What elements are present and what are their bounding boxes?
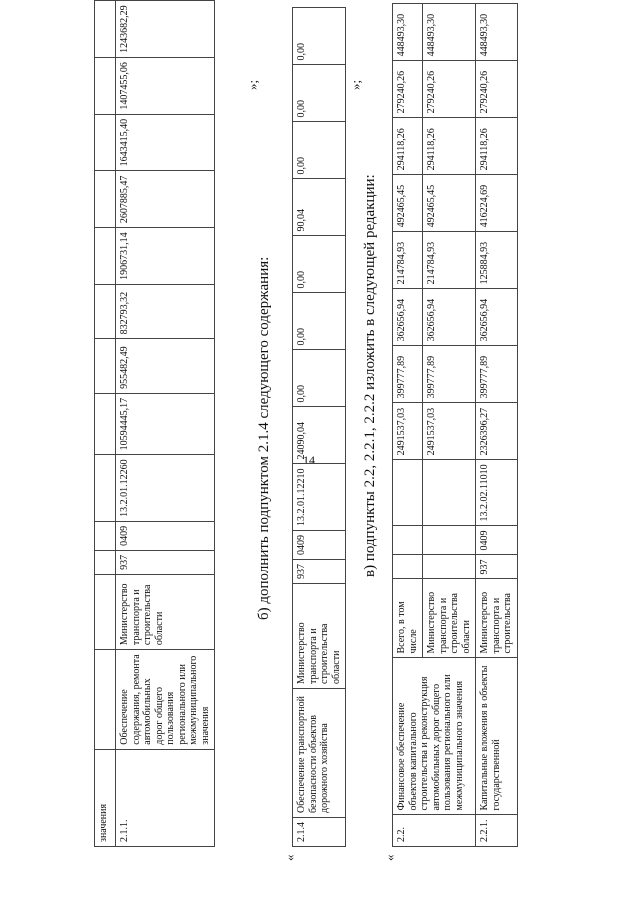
row-number: 2.1.4 [293, 818, 346, 847]
value-cell: 279240,26 [476, 61, 518, 118]
value-cell: 24090,04 [293, 407, 346, 464]
closing-quote: »; [348, 79, 363, 90]
executor: Министерство транспорта и строительства области [293, 584, 346, 689]
value-cell: 399777,89 [393, 346, 423, 403]
row-number: 2.1.1. [116, 749, 215, 846]
rzpr-code: 0409 [293, 531, 346, 560]
grbs-code: 937 [116, 550, 215, 574]
value-cell: 1407455,06 [116, 57, 215, 114]
grbs-code: 937 [476, 555, 518, 579]
value-cell: 0,00 [293, 122, 346, 179]
csr-code [423, 460, 476, 526]
value-cell: 362656,94 [476, 289, 518, 346]
value-cell: 0,00 [293, 350, 346, 407]
value-cell: 214784,93 [423, 232, 476, 289]
executor: Министерство транспорта и строительства области [116, 574, 215, 649]
rzpr-code: 0409 [116, 521, 215, 550]
value-cell: 832793,32 [116, 284, 215, 339]
value-cell: 294118,26 [393, 118, 423, 175]
value-cell: 2491537,03 [423, 403, 476, 460]
value-cell: 2491537,03 [393, 403, 423, 460]
rzpr-code [423, 526, 476, 555]
value-cell: 279240,26 [423, 61, 476, 118]
value-cell: 0,00 [293, 236, 346, 293]
rzpr-code: 0409 [476, 526, 518, 555]
value-cell: 1906731,14 [116, 228, 215, 285]
page-number: 14 [303, 453, 315, 467]
value-cell: 1643415,40 [116, 114, 215, 171]
row-number: 2.2.1. [476, 815, 518, 847]
measure-name: Финансовое обеспечение объектов капитального строительства и реконструкция автомобильных дорог общего пользования регионального или межмуниципального значения [393, 658, 476, 815]
csr-code: 13.2.01.12210 [293, 464, 346, 531]
value-cell: 214784,93 [393, 232, 423, 289]
value-cell: 0,00 [293, 65, 346, 122]
table-subitems-2-2 [392, 3, 518, 847]
csr-code [393, 460, 423, 526]
table-row [393, 4, 423, 847]
value-cell: 448493,30 [393, 4, 423, 61]
opening-quote: « [382, 854, 397, 861]
value-cell: 90,04 [293, 179, 346, 236]
value-cell: 125884,93 [476, 232, 518, 289]
value-cell: 492465,45 [393, 175, 423, 232]
table-continuation [94, 0, 215, 847]
table-row [476, 4, 518, 847]
value-cell: 448493,30 [423, 4, 476, 61]
value-cell: 362656,94 [393, 289, 423, 346]
value-cell: 0,00 [293, 8, 346, 65]
value-cell: 294118,26 [476, 118, 518, 175]
executor: Министерство транспорта и строительства [476, 579, 518, 658]
table-row [116, 1, 215, 847]
value-cell: 2607885,47 [116, 171, 215, 228]
value-cell: 1243682,29 [116, 1, 215, 58]
value-cell: 10594445,17 [116, 393, 215, 455]
opening-quote: « [282, 854, 297, 861]
value-cell: 2326396,27 [476, 403, 518, 460]
grbs-code [393, 555, 423, 579]
measure-name: Обеспечение транспортной безопасности объектов дорожного хозяйства [293, 689, 346, 818]
value-cell: 362656,94 [423, 289, 476, 346]
row-number: 2.2. [393, 815, 476, 847]
grbs-code: 937 [293, 560, 346, 584]
value-cell: 955482,49 [116, 339, 215, 394]
value-cell: 416224,69 [476, 175, 518, 232]
table-row [293, 8, 346, 847]
csr-code: 13.2.02.11010 [476, 460, 518, 526]
value-cell: 279240,26 [393, 61, 423, 118]
measure-name: Капитальные вложения в объекты государственной [476, 658, 518, 815]
value-cell: 399777,89 [476, 346, 518, 403]
caption-b: б) дополнить подпунктом 2.1.4 следующего содержания: [256, 256, 272, 620]
table-header-cell: значения [95, 749, 116, 846]
csr-code: 13.2.01.12260 [116, 455, 215, 522]
value-cell: 492465,45 [423, 175, 476, 232]
value-cell: 294118,26 [423, 118, 476, 175]
grbs-code [423, 555, 476, 579]
caption-v: в) подпункты 2.2, 2.2.1, 2.2.2 изложить в следующей редакции: [362, 174, 378, 577]
value-cell: 0,00 [293, 293, 346, 350]
value-cell: 399777,89 [423, 346, 476, 403]
closing-quote: »; [245, 79, 260, 90]
measure-name: Обеспечение содержания, ремонта автомобильных дорог общего пользования регионального или межмуниципального значения [116, 650, 215, 750]
value-cell: 448493,30 [476, 4, 518, 61]
executor: Всего, в том числе [393, 579, 423, 658]
table-subitem-2-1-4 [292, 8, 346, 848]
executor: Министерство транспорта и строительства области [423, 579, 476, 658]
rzpr-code [393, 526, 423, 555]
